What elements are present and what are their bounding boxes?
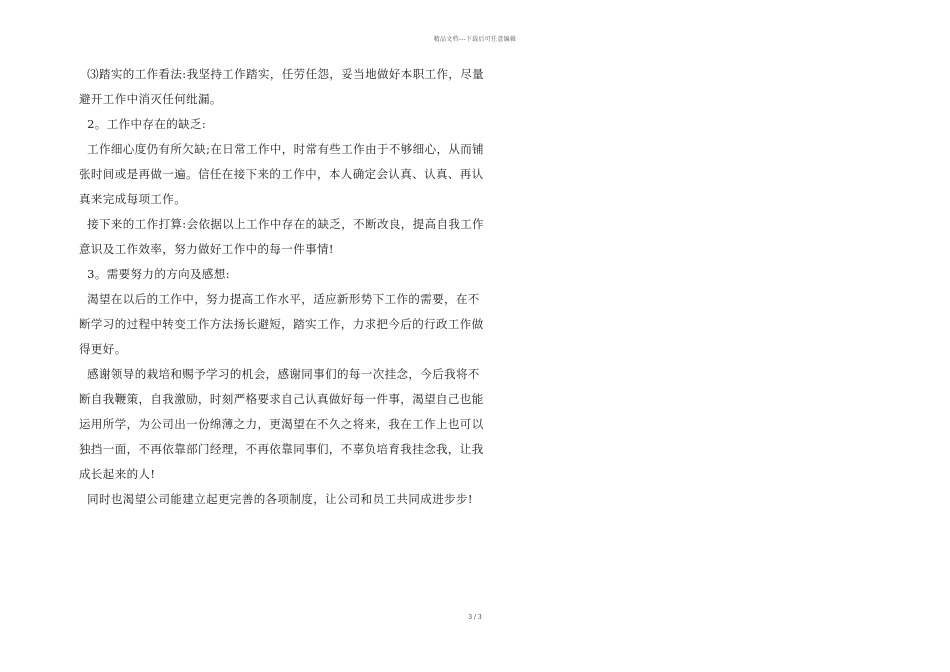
- text-line: 张时间或是再做一遍。信任在接下来的工作中，本人确定会认真、认真、再认: [79, 167, 484, 181]
- page-header: 精品文档---下载后可任意编辑: [433, 36, 517, 43]
- page-number: 3 / 3: [468, 614, 482, 621]
- text-line: 独挡一面，不再依靠部门经理，不再依靠同事们，不辜负培育我挂念我，让我: [79, 442, 484, 456]
- text-line: 真来完成每项工作。: [79, 192, 187, 206]
- text-line: 感谢领导的栽培和赐予学习的机会，感谢同事们的每一次挂念，今后我将不: [79, 367, 480, 381]
- section-heading: 3。需要努力的方向及感想:: [79, 267, 231, 281]
- text-line: 意识及工作效率，努力做好工作中的每一件事情!: [79, 242, 334, 256]
- text-line: 接下来的工作打算:会依据以上工作中存在的缺乏，不断改良，提高自我工作: [79, 217, 485, 231]
- document-body: [79, 62, 485, 512]
- text-line: 得更好。: [79, 342, 127, 356]
- text-line: 同时也渴望公司能建立起更完善的各项制度，让公司和员工共同成进步步!: [79, 492, 473, 506]
- text-line: 工作细心度仍有所欠缺;在日常工作中，时常有些工作由于不够细心，从而铺: [79, 142, 485, 156]
- text-line: 运用所学，为公司出一份绵薄之力，更渴望在不久之将来，我在工作上也可以: [79, 417, 484, 431]
- text-line: 渴望在以后的工作中，努力提高工作水平，适应新形势下工作的需要，在不: [79, 292, 480, 306]
- section-heading: 2。工作中存在的缺乏:: [79, 117, 207, 131]
- text-line: ⑶踏实的工作看法:我坚持工作踏实，任劳任怨，妥当地做好本职工作，尽量: [79, 67, 485, 81]
- text-line: 断自我鞭策，自我激励，时刻严格要求自己认真做好每一件事，渴望自己也能: [79, 392, 484, 406]
- text-line: 断学习的过程中转变工作方法扬长避短，踏实工作，力求把今后的行政工作做: [79, 317, 484, 331]
- text-line: 成长起来的人!: [79, 467, 156, 481]
- text-line: 避开工作中消灭任何纰漏。: [79, 92, 222, 106]
